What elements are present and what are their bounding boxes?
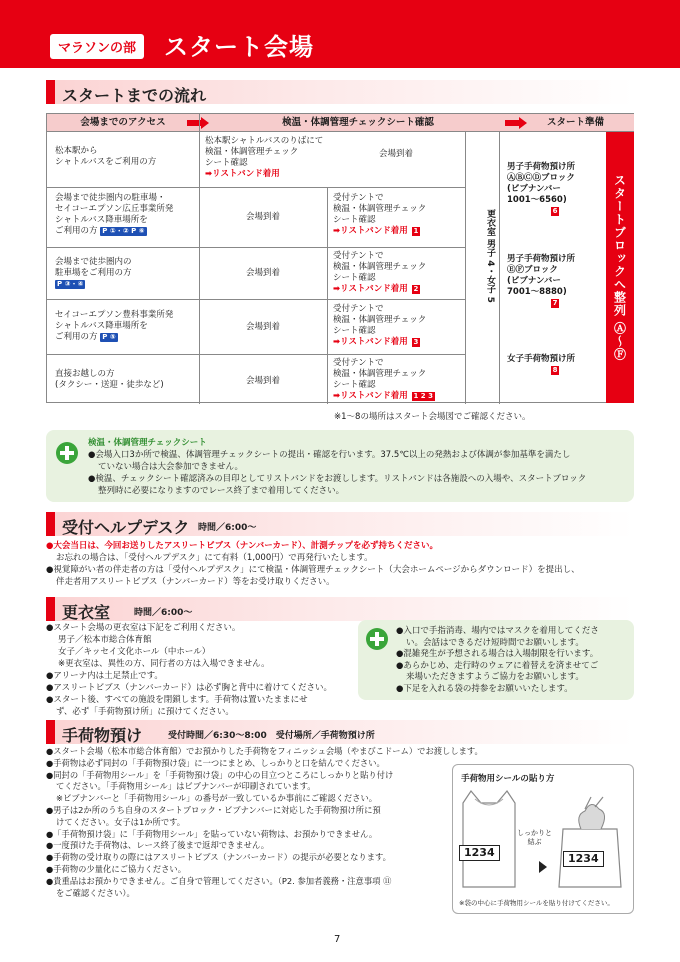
help-desk-title: 受付ヘルプデスク: [62, 518, 190, 537]
page-number: 7: [334, 934, 341, 945]
medical-cross-icon: [56, 442, 78, 464]
flow-table: [46, 113, 634, 403]
parking-badge: P ③・④: [57, 280, 84, 288]
flow-row4-arrival: 会場到着: [245, 321, 280, 332]
tie-label: しっかりと 結ぶ: [517, 829, 552, 846]
flow-section-header: [46, 80, 634, 104]
page-title: スタート会場: [164, 33, 314, 61]
tag-label-right: 1234: [563, 851, 604, 867]
parking-badge: P ①・② P ⑥: [102, 227, 145, 235]
arrow-right-icon: [187, 117, 209, 129]
flow-row5-access: 直接お越しの方 (タクシー・送迎・徒歩など): [55, 369, 164, 390]
flow-header-access: 会場までのアクセス: [47, 114, 199, 132]
flow-row1-check: 松本駅シャトルバスのりばにて 検温・体調管理チェック シート確認 ➡リストバンド着用: [205, 136, 324, 179]
flow-row3-arrival: 会場到着: [245, 267, 280, 278]
baggage-header: [46, 720, 634, 744]
flow-row3-access: 会場まで徒歩圏内の 駐車場をご利用の方 P ③・④: [55, 257, 132, 288]
changing-room-header: [46, 597, 634, 621]
changing-room-label: 更衣室 男子 4・女子 5: [485, 209, 495, 303]
section-tag: マラソンの部: [50, 34, 144, 59]
baggage-time: 受付時間／6:30〜8:00 受付場所／手荷物預け所: [168, 731, 375, 741]
hygiene-text: ●入口で手指消毒、場内ではマスクを着用してくださ い。会話はできるだけ短時間でお願いします。 ●混雑発生が予想される場合は入場制限を行います。 ●あらかじめ、走行時のウェアに着替えを済ませてご 来場いただきますようご協力をお願いします。 ●下足を入れる袋の持参をお願いいたします。: [396, 626, 599, 694]
flow-note: ※1〜8の場所はスタート会場図でご確認ください。: [334, 412, 531, 422]
start-block-band: スタートブロックへ整列 Ⓐ〜Ⓕ: [606, 132, 634, 403]
flow-row4-check: 受付テントで 検温・体調管理チェック シート確認 ➡リストバンド着用 3: [333, 304, 427, 347]
baggage-block-ef: 男子手荷物預け所 ⒺⒻブロック (ビブナンバー 7001〜8880) 7: [507, 254, 576, 307]
flow-section-title: スタートまでの流れ: [62, 86, 207, 105]
flow-row3-check: 受付テントで 検温・体調管理チェック シート確認 ➡リストバンド着用 2: [333, 251, 427, 294]
check-sheet-box: [46, 430, 634, 502]
flow-row1-access: 松本駅から シャトルバスをご利用の方: [55, 146, 157, 167]
flow-row5-check: 受付テントで 検温・体調管理チェック シート確認 ➡リストバンド着用 1 2 3: [333, 358, 433, 401]
diagram-note: ※袋の中心に手荷物用シールを貼り付けてください。: [459, 899, 614, 907]
baggage-block-abcd: 男子手荷物預け所 ⒶⒷⒸⒹブロック (ビブナンバー 1001〜6560) 6: [507, 162, 576, 215]
arrow-right-icon: [505, 117, 527, 129]
check-sheet-title: 検温・体調管理チェックシート: [88, 438, 207, 448]
help-desk-header: [46, 512, 634, 536]
tag-label-left: 1234: [459, 845, 500, 861]
diagram-title: 手荷物用シールの貼り方: [461, 774, 555, 784]
baggage-diagram: [452, 764, 634, 914]
help-desk-text: ●大会当日は、今回お送りしたアスリートビブス（ナンバーカード）、計測チップを必ず持ちください。 お忘れの場合は、「受付ヘルプデスク」にて有料（1,000円）で再発行いたします。 ●視覚障がい者の伴走者の方は「受付ヘルプデスク」にて検温・体調管理チェックシート（大会ホームページからダウンロード）を提出し、 伴走者用アスリートビブス（ナンバーカード）等をお受け取りください。: [46, 541, 580, 587]
baggage-title: 手荷物預け: [62, 726, 143, 745]
flow-header-check: 検温・体調管理チェックシート確認: [199, 114, 517, 132]
flow-row4-access: セイコーエプソン豊科事業所発 シャトルバス降車場所を ご利用の方 P ⑤: [55, 310, 174, 342]
parking-badge: P ⑤: [102, 333, 116, 341]
changing-room-title: 更衣室: [62, 603, 111, 622]
medical-cross-icon: [366, 628, 388, 650]
baggage-block-women: 女子手荷物預け所 8: [507, 354, 576, 374]
check-sheet-text: ●会場入口3か所で検温、体調管理チェックシートの提出・確認を行います。37.5℃以上の発熱および体調が参加基準を満たし ていない場合は大会参加できません。 ●検温、チェックシート確認済みの目印としてリストバンドをお渡しします。リストバンドは各施設への入場や、スタートブロック 整列時に必要になりますのでレース終了まで着用してください。: [88, 450, 587, 496]
flow-row2-arrival: 会場到着: [245, 211, 280, 222]
flow-row5-arrival: 会場到着: [245, 375, 280, 386]
flow-row2-check: 受付テントで 検温・体調管理チェック シート確認 ➡リストバンド着用 1: [333, 193, 427, 236]
flow-row1-arrival: 会場到着: [378, 148, 413, 159]
baggage-text: ●スタート会場（松本市総合体育館）でお預かりした手荷物をフィニッシュ会場（やまびこドーム）でお渡しします。 ●手荷物は必ず同封の「手荷物預け袋」に一つにまとめ、しっかりと口を結んでください。 ●同封の「手荷物用シール」を「手荷物預け袋」の中心の目立つところにしっかりと貼り付け てください。「手荷物用シール」はビブナンバーが印刷されています。 ※ビブナンバーと「手荷物用シール」の番号が一致しているか事前にご確認ください。 ●男子は2か所のうち自身のスタートブロック・ビブナンバーに対応した手荷物預け所に預 けてください。女子は1か所です。 ●「手荷物預け袋」に「手荷物用シール」を貼っていない荷物は、お預かりできません。 ●一度預けた手荷物は、レース終了後まで返却できません。 ●手荷物の受け取りの際にはアスリートビブス（ナンバーカード）の提示が必要となります。 ●手荷物の少量化にご協力ください。 ●貴重品はお預かりできません。ご自身で管理してください。（P2. 参加者義務・注意事項 ⑪ をご確認ください）。: [46, 746, 483, 898]
flow-row2-access: 会場まで徒歩圏内の駐車場・ セイコーエプソン広丘事業所発 シャトルバス降車場所を ご利用の方 P ①・② P ⑥: [55, 193, 174, 236]
hygiene-box: [358, 620, 634, 700]
help-desk-time: 時間／6:00〜: [198, 523, 257, 533]
flow-header-start: スタート準備: [517, 114, 634, 132]
changing-room-text: ●スタート会場の更衣室は下記をご利用ください。 男子／松本市総合体育館 女子／キッセイ文化ホール（中ホール） ※更衣室は、異性の方、同行者の方は入場できません。 ●アリーナ内は土足禁止です。 ●アスリートビブス（ナンバーカード）は必ず胸と背中に着けてください。 ●スタート後、すべての施設を閉鎖します。手荷物は置いたままにせ ず、必ず「手荷物預け所」に預けてください。: [46, 623, 333, 717]
changing-room-time: 時間／6:00〜: [134, 608, 193, 618]
